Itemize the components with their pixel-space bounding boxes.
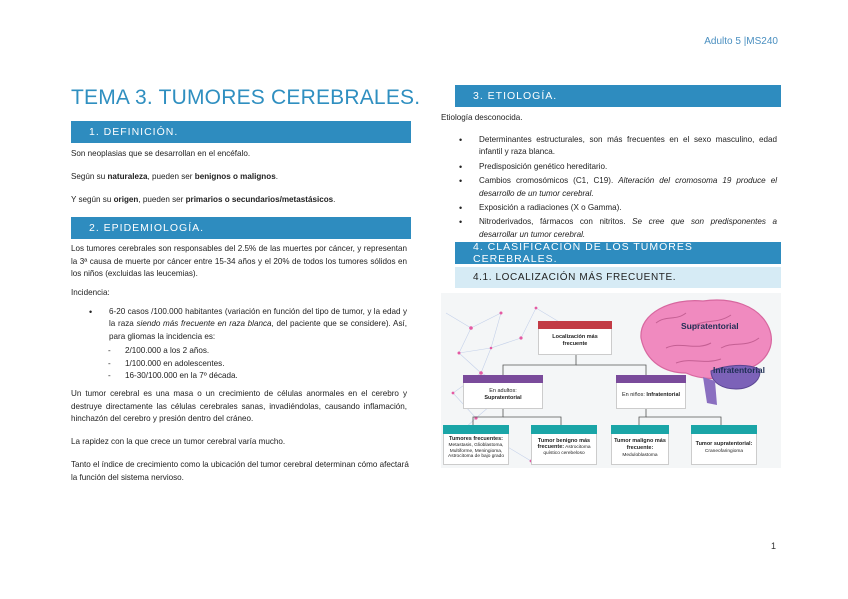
list-subitem: - 1/100.000 en adolescentes. [71,358,407,371]
definicion-paragraph-3 [71,194,411,207]
incidencia-list [71,306,407,383]
node-text: Craneofaringioma [704,449,744,454]
text-run: Determinantes estructurales, son más frecuentes en el sexo masculino, edad infantil y raza blanca. [479,135,777,157]
node-accent [443,425,509,434]
node-text: Metastasis, Glioblastoma, Multiforme, Meningioma, Astrocitoma de bajo grado [448,443,504,460]
text-bold: primarios o secundarios/metastásicos [185,195,334,204]
text-run: , del paciente que se considere). Así, para gliomas la incidencia es: [109,319,407,341]
text-run: Y según su [71,195,114,204]
text-run: Predisposición genético hereditario. [479,161,608,171]
list-item [441,134,777,159]
diagram-node-supratentorial-tumor [691,425,757,465]
node-accent [611,425,669,434]
section-heading-label: 3. ETIOLOGÍA. [473,90,558,102]
text-run: , pueden ser [138,195,186,204]
text-run: Exposición a radiaciones (X o Gamma). [479,203,622,213]
text-run: , pueden ser [147,172,195,181]
epidemiologia-paragraph-4: Tanto el índice de crecimiento como la ubicación del tumor cerebral determinan cómo afectará la función del sistema nervioso. [71,460,409,482]
section-heading-label: 4. CLASIFICACIÓN DE LOS TUMORES CEREBRALES. [473,241,693,265]
list-item [71,306,407,343]
diagram-node-root [538,321,612,355]
text-run: . [275,172,278,181]
section-heading-etiologia [455,85,781,107]
subsection-heading-localizacion [455,267,781,288]
document-header-tag: Adulto 5 |MS240 [704,36,778,47]
text-bold: Infratentorial [646,391,681,398]
definicion-paragraph-1: Son neoplasias que se desarrollan en el encéfalo. [71,149,251,158]
section-heading-label: 2. EPIDEMIOLOGÍA. [89,222,205,234]
text-bold: benignos o malignos [194,172,276,181]
node-title: Tumores frecuentes: [449,436,503,443]
text-run: Cambios cromosómicos (C1, C19). [479,176,619,186]
diagram-node-adults [463,375,543,409]
page-title: TEMA 3. TUMORES CEREBRALES. [71,86,421,109]
page-number: 1 [770,541,776,551]
list-item [441,175,777,200]
text-run: Astrocitoma quístico cerebeloso [543,445,591,456]
text-italic: Se cree que son predisponentes a desarrollar un tumor cerebral. [479,217,777,239]
diagram-node-kids [616,375,686,409]
list-item [441,161,777,173]
section-heading-definicion [71,121,411,143]
text-run: Nitroderivados, fármacos con nitritos. [479,217,633,227]
text-run: En niños: [621,391,647,398]
node-label-bold: Supratentorial [484,395,522,401]
node-label: Localización más frecuente [552,334,598,347]
list-subitem: - 2/100.000 a los 2 años. [71,345,407,358]
node-accent [531,425,597,434]
etiologia-intro: Etiología desconocida. [441,113,523,122]
epidemiologia-paragraph-2: Un tumor cerebral es una masa o un crecimiento de células anormales en el cerebro y destruye directamente las células cerebrales sanas, invadiéndolas, causando inflamación, hinchazón del cerebro y presión dentro del cráneo. [71,389,407,424]
node-accent [538,321,612,329]
subsection-heading-label: 4.1. LOCALIZACIÓN MÁS FRECUENTE. [473,272,677,283]
text-italic: siendo más frecuente en raza blanca [136,319,272,329]
tumor-location-diagram [441,293,781,468]
list-item [441,202,777,214]
brain-label-infratentorial: Infratentorial [713,365,765,375]
node-title: Tumor maligno más frecuente: [614,437,666,451]
list-item [441,216,777,241]
brain-label-supratentorial: Supratentorial [681,321,739,331]
node-title: Tumor supratentorial: [695,441,753,447]
node-title: Tumor benigno más frecuente: [537,438,591,451]
text-bold: origen [113,195,139,204]
node-label [622,392,680,399]
diagram-node-benign-tumor [531,425,597,465]
list-subitem: - 16-30/100.000 en la 7º década. [71,370,407,383]
diagram-node-frequent-tumors [443,425,509,465]
section-heading-epidemiologia [71,217,411,239]
diagram-node-malignant-tumor [611,425,669,465]
node-accent [616,375,686,383]
node-text: Meduloblastoma [622,452,658,458]
node-label: En adultos: [489,388,517,394]
epidemiologia-paragraph-3: La rapidez con la que crece un tumor cerebral varía mucho. [71,437,286,446]
text-run: 6-20 casos /100.000 habitantes (variación en función del tipo de tumor, y la edad y la raza [109,307,407,329]
text-run: Según su [71,172,108,181]
epidemiologia-paragraph-1: Los tumores cerebrales son responsables del 2.5% de las muertes por cáncer, y representan la 3ª causa de muerte por cáncer entre 15-34 años y el 20% de todos los tumores sólidos en los niños (excluidas las leucemias). [71,244,407,279]
text-bold: naturaleza [107,172,148,181]
section-heading-clasificacion [455,242,781,264]
node-text [534,439,594,456]
text-run: . [333,195,336,204]
text-italic: Alteración del cromosoma 19 produce el desarrollo de un tumor cerebral. [479,176,778,198]
node-accent [691,425,757,434]
node-accent [463,375,543,383]
etiologia-list [441,134,777,243]
section-heading-label: 1. DEFINICIÓN. [89,126,179,138]
definicion-paragraph-2 [71,171,411,184]
incidencia-label: Incidencia: [71,288,110,297]
